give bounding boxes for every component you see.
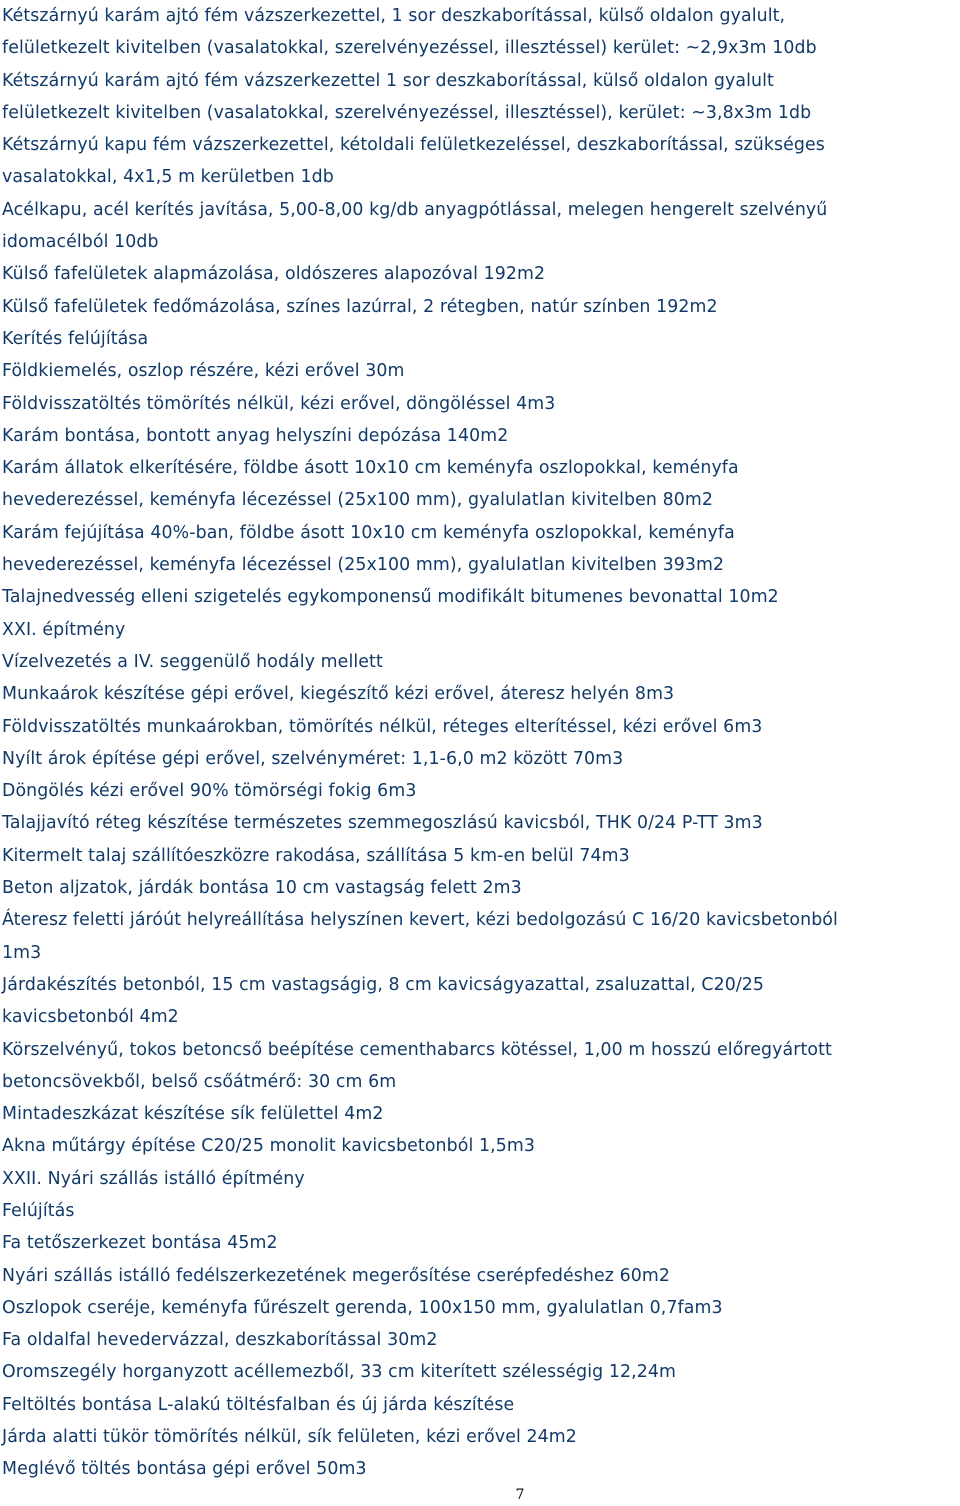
text-line: vasalatokkal, 4x1,5 m kerületben 1db [2, 167, 334, 188]
section-heading: Felújítás [2, 1200, 75, 1221]
text-line: Áteresz feletti járóút helyreállítása helyszínen kevert, kézi bedolgozású C 16/20 kavicsbetonból [2, 910, 838, 931]
text-line: Földkiemelés, oszlop részére, kézi erővel 30m [2, 361, 405, 382]
text-line: Nyári szállás istálló fedélszerkezetének megerősítése cserépfedéshez 60m2 [2, 1265, 671, 1286]
page-number: 7 [515, 1487, 525, 1503]
text-line: Kétszárnyú karám ajtó fém vázszerkezettel 1 sor deszkaborítással, külső oldalon gyalult [2, 70, 774, 91]
text-line: Járda alatti tükör tömörítés nélkül, sík felületen, kézi erővel 24m2 [2, 1427, 577, 1448]
text-line: hevederezéssel, keményfa lécezéssel (25x100 mm), gyalulatlan kivitelben 80m2 [2, 490, 713, 511]
section-heading: Kerítés felújítása [2, 328, 149, 349]
text-line: Beton aljzatok, járdák bontása 10 cm vastagság felett 2m3 [2, 878, 522, 899]
text-line: Fa oldalfal hevedervázzal, deszkaborítással 30m2 [2, 1330, 438, 1351]
text-line: Földvisszatöltés tömörítés nélkül, kézi erővel, döngöléssel 4m3 [2, 393, 556, 414]
line-list [2, 0, 960, 1486]
section-heading: Vízelvezetés a IV. seggenülő hodály mellett [2, 651, 383, 672]
text-line: betoncsövekből, belső csőátmérő: 30 cm 6m [2, 1071, 397, 1092]
text-line: Acélkapu, acél kerítés javítása, 5,00-8,00 kg/db anyagpótlással, melegen hengerelt szelvényű [2, 199, 828, 220]
text-line: Karám bontása, bontott anyag helyszíni depózása 140m2 [2, 425, 509, 446]
text-line: Mintadeszkázat készítése sík felülettel 4m2 [2, 1104, 384, 1125]
text-line: Kétszárnyú kapu fém vázszerkezettel, kétoldali felületkezeléssel, deszkaborítással, szükséges [2, 135, 825, 156]
text-line: Körszelvényű, tokos betoncső beépítése cementhabarcs kötéssel, 1,00 m hosszú előregyártott [2, 1039, 832, 1060]
section-heading: XXI. építmény [2, 619, 126, 640]
text-line: Feltöltés bontása L-alakú töltésfalban és új járda készítése [2, 1394, 515, 1415]
section-heading: XXII. Nyári szállás istálló építmény [2, 1168, 305, 1189]
text-line: Talajjavító réteg készítése természetes szemmegoszlású kavicsból, THK 0/24 P-TT 3m3 [2, 813, 763, 834]
text-line: Karám állatok elkerítésére, földbe ásott 10x10 cm keményfa oszlopokkal, keményfa [2, 458, 739, 479]
text-line: Talajnedvesség elleni szigetelés egykomponensű modifikált bitumenes bevonattal 10m2 [2, 587, 779, 608]
text-line: 1m3 [2, 942, 42, 963]
text-line: kavicsbetonból 4m2 [2, 1007, 179, 1028]
text-line: Külső fafelületek fedőmázolása, színes lazúrral, 2 rétegben, natúr színben 192m2 [2, 296, 718, 317]
text-line: Oszlopok cseréje, keményfa fűrészelt gerenda, 100x150 mm, gyalulatlan 0,7fam3 [2, 1297, 723, 1318]
text-line: Akna műtárgy építése C20/25 monolit kavicsbetonból 1,5m3 [2, 1136, 535, 1157]
text-line: hevederezéssel, keményfa lécezéssel (25x100 mm), gyalulatlan kivitelben 393m2 [2, 555, 725, 576]
text-line: Kétszárnyú karám ajtó fém vázszerkezettel, 1 sor deszkaborítással, külső oldalon gyalult, [2, 6, 786, 26]
text-line: idomacélból 10db [2, 232, 159, 253]
text-line: Oromszegély horganyzott acéllemezből, 33 cm kiterített szélességig 12,24m [2, 1362, 677, 1383]
text-line: Külső fafelületek alapmázolása, oldószeres alapozóval 192m2 [2, 264, 546, 285]
text-line: Nyílt árok építése gépi erővel, szelvényméret: 1,1-6,0 m2 között 70m3 [2, 748, 624, 769]
text-line: Fa tetőszerkezet bontása 45m2 [2, 1233, 278, 1254]
text-line: Földvisszatöltés munkaárokban, tömörítés nélkül, réteges elterítéssel, kézi erővel 6m3 [2, 716, 763, 737]
text-line: Járdakészítés betonból, 15 cm vastagságig, 8 cm kavicságyazattal, zsaluzattal, C20/25 [2, 974, 765, 995]
text-line: felületkezelt kivitelben (vasalatokkal, szerelvényezéssel, illesztéssel) kerület: ~2,9x3m 10db [2, 38, 817, 59]
text-line: Karám fejújítása 40%-ban, földbe ásott 10x10 cm keményfa oszlopokkal, keményfa [2, 522, 735, 543]
text-line: Munkaárok készítése gépi erővel, kiegészítő kézi erővel, áteresz helyén 8m3 [2, 684, 675, 705]
text-line: Kitermelt talaj szállítóeszközre rakodása, szállítása 5 km-en belül 74m3 [2, 845, 630, 866]
text-line: Meglévő töltés bontása gépi erővel 50m3 [2, 1459, 367, 1480]
text-line: felületkezelt kivitelben (vasalatokkal, szerelvényezéssel, illesztéssel), kerület: ~3,8x3m 1db [2, 102, 812, 123]
text-line: Döngölés kézi erővel 90% tömörségi fokig 6m3 [2, 781, 417, 802]
